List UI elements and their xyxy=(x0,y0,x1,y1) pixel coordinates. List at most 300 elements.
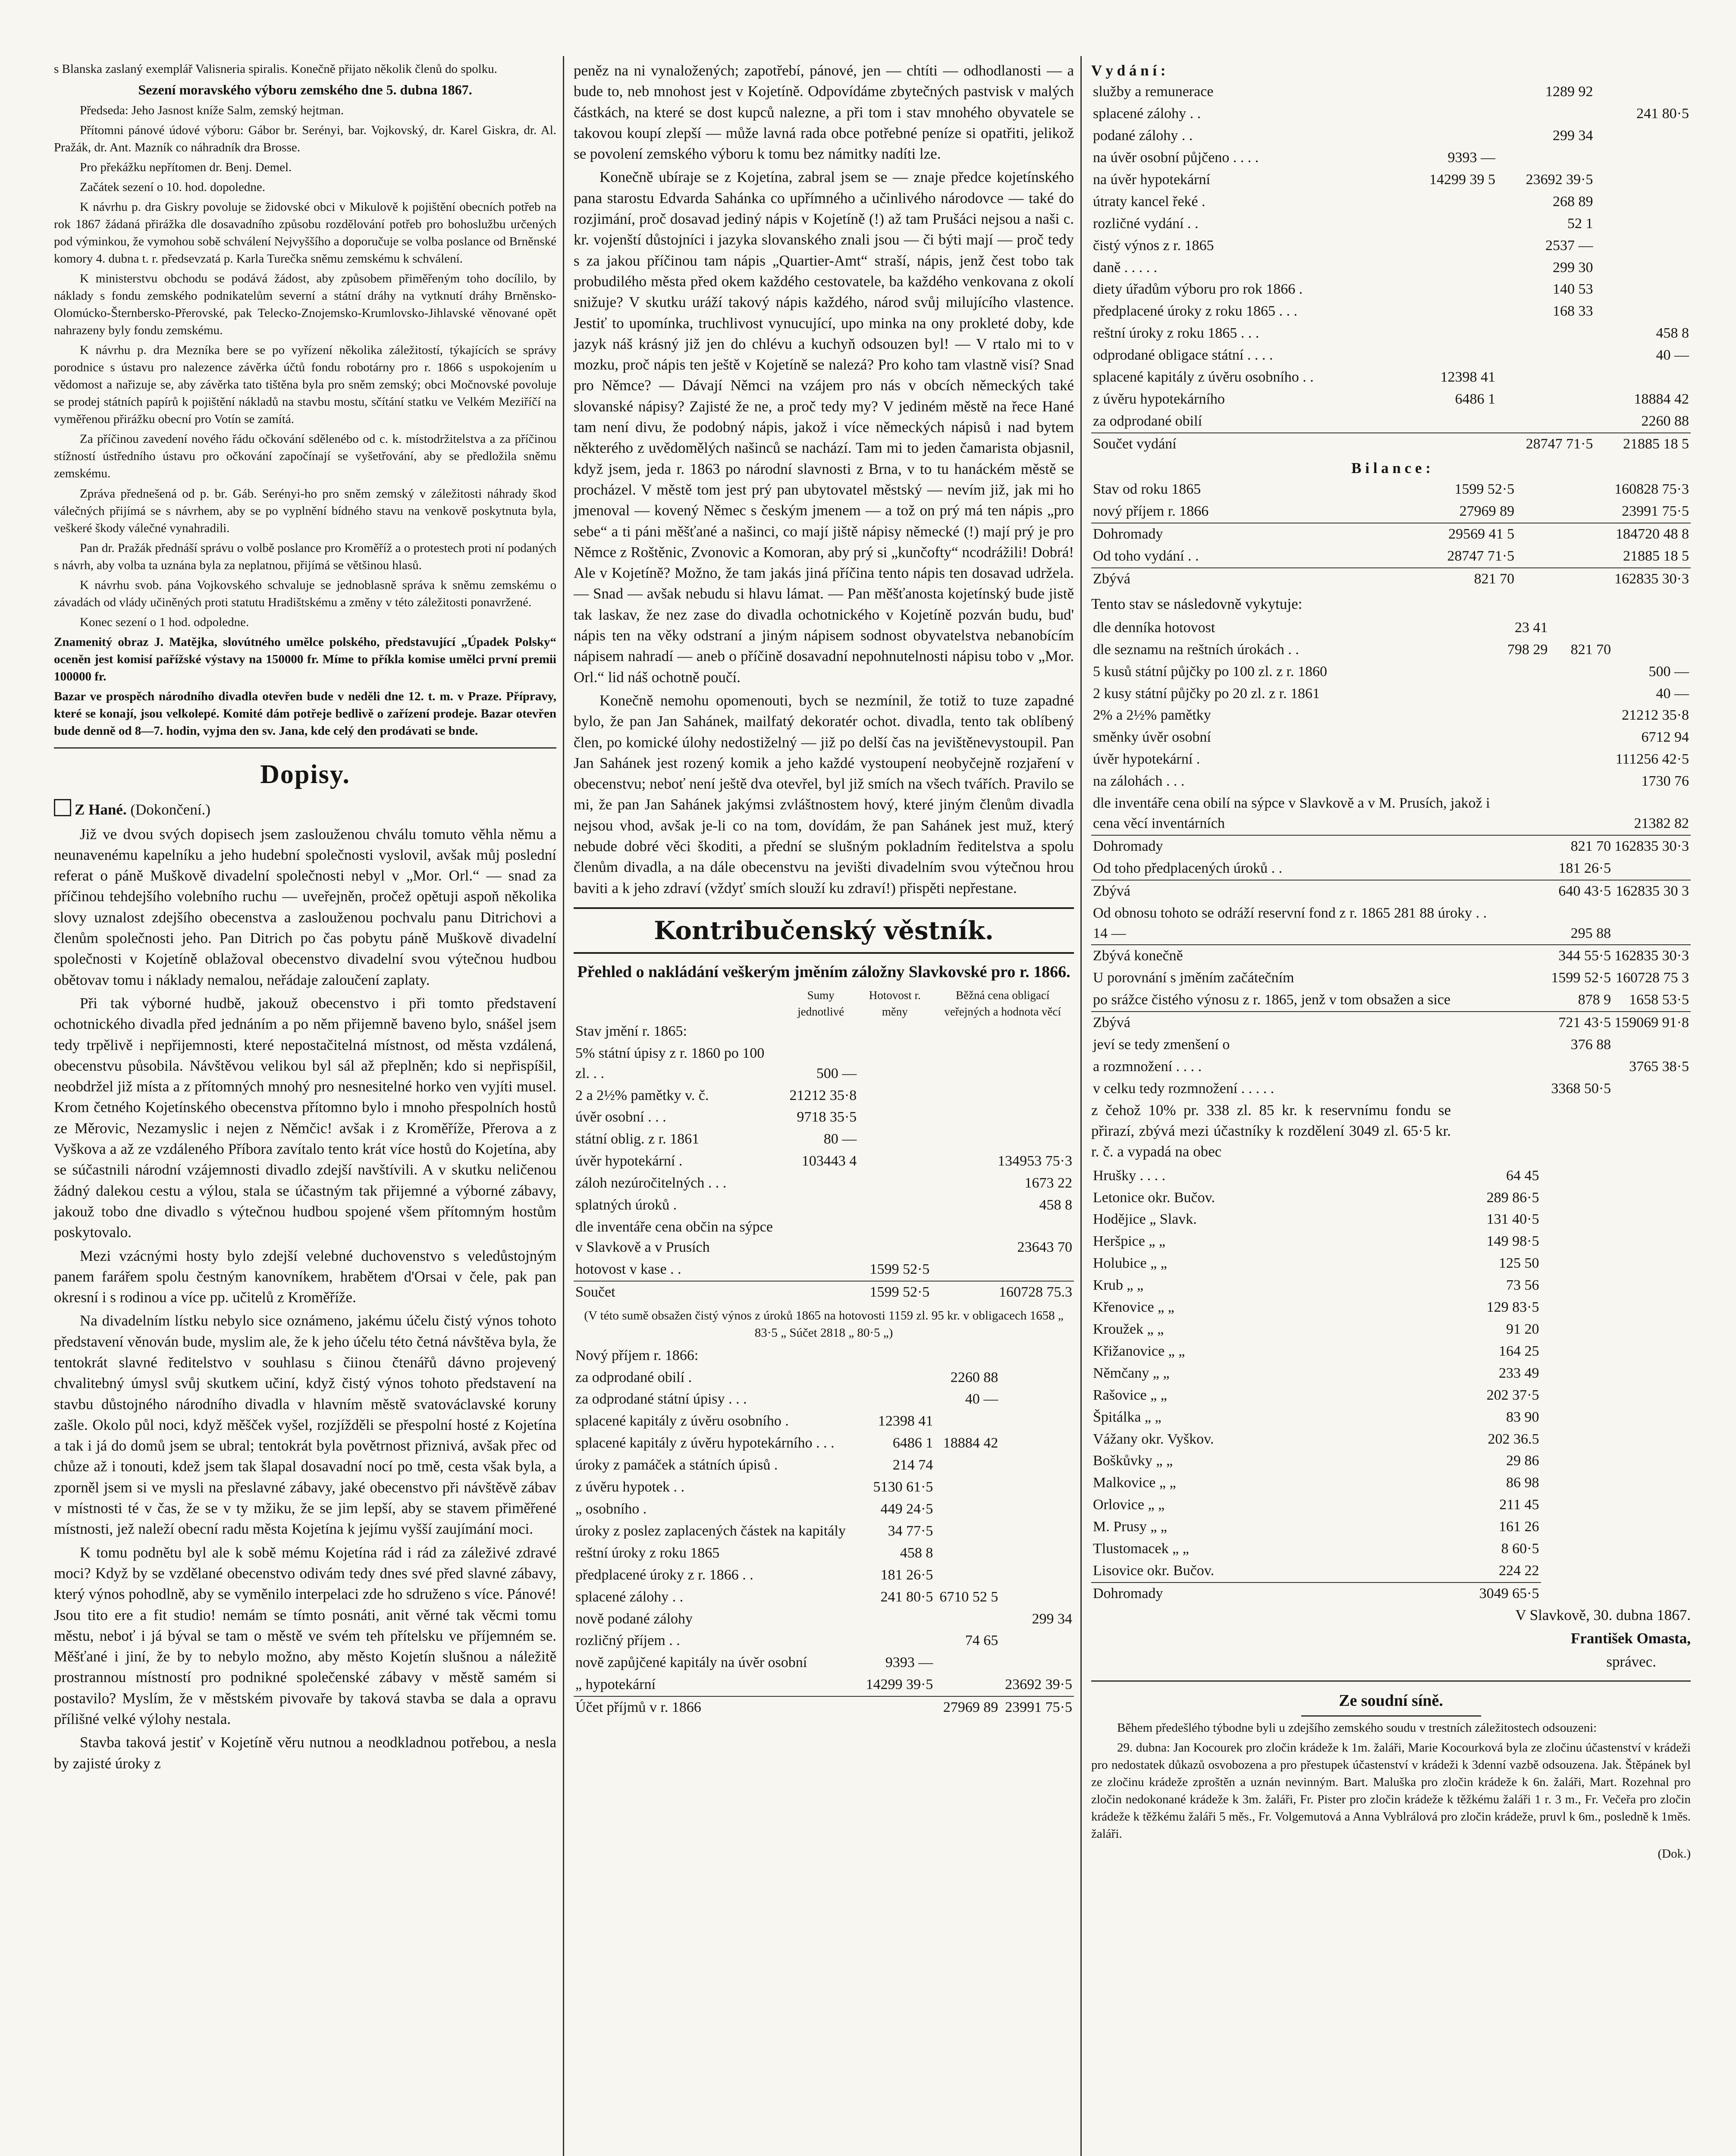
row-value xyxy=(1000,1498,1074,1520)
row-value: 73 56 xyxy=(1506,1277,1539,1294)
table-row xyxy=(574,1630,1074,1652)
row-value: 184720 48 8 xyxy=(1516,523,1691,545)
row-value xyxy=(1613,858,1691,880)
news-paragraph: K návrhu p. dra Mezníka bere se po vyřízení několika záležitostí, týkajících se správy porodnice s ústavu pro nalezence závěrka účtů fondu robotárny pro r. 1866 s uspokojením u vědomost a nařizuje se, aby závěrka tato tištěna byla pro sněm zemský; obci Močnovské povoluje se prodej státních papírů k pojištění nákladů na stavbu mostu, sčítání statku ve Velkém Meziříčí na vyměřenou přirážku obecní pro Votín se zamítá. xyxy=(54,343,556,426)
row-value: 162835 30·3 xyxy=(1613,835,1691,858)
row-label: úvěr osobní . . . xyxy=(575,1109,666,1125)
table-row xyxy=(1091,880,1691,903)
table-row xyxy=(574,1454,1074,1476)
table-row xyxy=(1091,1429,1541,1451)
table-row xyxy=(1091,1319,1541,1341)
row-label: Stav jmění r. 1865: xyxy=(575,1023,687,1039)
row-value: 1599 52·5 xyxy=(858,1281,931,1304)
row-value xyxy=(1401,103,1497,125)
kontribucensky-heading: Kontribučenský věstník. xyxy=(574,907,1074,954)
row-value xyxy=(1549,1056,1613,1078)
row-value xyxy=(1000,1476,1074,1498)
news-paragraph: Přítomni pánové údové výboru: Gábor br. Serényi, bar. Vojkovský, dr. Karel Giskra, dr. Al. Pražák, dr. Ant. Mazník co náhradník dra Brosse. xyxy=(54,123,556,155)
table-row xyxy=(1091,683,1691,705)
row-value xyxy=(1000,1630,1074,1652)
row-value: 3049 65·5 xyxy=(1390,1583,1541,1605)
row-value xyxy=(1506,835,1550,858)
row-value xyxy=(1506,880,1550,903)
row-value: 2537 — xyxy=(1545,237,1593,254)
row-value: 233 49 xyxy=(1499,1365,1539,1381)
column-2 xyxy=(574,60,1074,1719)
table-row xyxy=(1091,639,1691,661)
row-value: 289 86·5 xyxy=(1486,1189,1539,1206)
row-value: 161 26 xyxy=(1499,1519,1539,1535)
news-paragraph: Zpráva přednešená od p. br. Gáb. Serényi-ho pro sněm zemský v záležitosti náhrady škod válečných přijímá se s návrhem, aby se po vyplnění bídného stavu na venkově poskytnuta byla, veškeré škody válečné vynahradili. xyxy=(54,486,556,535)
row-value xyxy=(858,1043,931,1085)
row-value: 29569 41 5 xyxy=(1358,523,1516,545)
row-label: v celku tedy rozmnožení . . . . . xyxy=(1093,1080,1275,1097)
table-row xyxy=(1091,835,1691,858)
news-paragraph: Konec sezení o 1 hod. odpoledne. xyxy=(80,615,249,629)
row-value xyxy=(1000,1542,1074,1564)
table-row xyxy=(1091,235,1691,257)
row-value xyxy=(1506,793,1550,835)
row-value xyxy=(935,1476,1000,1498)
table-row xyxy=(1091,545,1691,568)
row-value xyxy=(935,1542,1000,1564)
table-row xyxy=(574,1696,1074,1719)
table-row xyxy=(1091,523,1691,545)
dopis-paragraph: Konečně ubíraje se z Kojetína, zabral jsem se — znaje předce kojetínského pana starostu Edvarda Sahánka co upřímného a učinlivého národovce — také do rozjimání, proč dosavad jediný nápis v Kojetíně (!) až tam Prušáci nejsou a naši c. kr. vojenští důstojníci i jazyka slovanského znali jsou — či býti mají — proč tedy s za jakou příčinou tam nápis „Quartier-Amt“ straší, nápis, jenž čest tobo tak probudilého města před okem každého cestovatele, ba každého venkovana z okolí snižuje? V skutku uráží takový nápis každého, národ svůj milujícího vlastence. Jestiť to upomínka, truchlivost vynucující, upo minka na ony prokleté doby, kde jazyk náš krásný již jen do chlévu a kuchyň odsouzen byl! — V rtalo mi to v mozku, proč nápis ten ještě v Kojetíně se nalezá? Pro koho tam vlastně visí? Snad pro Němce? — Dávají Němci na vzájem pro nás v obcích německých také slovanské nápisy? Zajisté že ne, a proč tedy my? V jediném městě na řece Hané tam není divu, že podobný nápis, jakož i více německých nápisů i nad bytem některého z uvědomělých našinců se nachází. Tam mi to jeden čamarista objasnil, když jsem, jeda r. 1863 po národní slavnosti z Brna, v to tu hanáckém městě se procházel. V městě tom jest prý pan ubytovatel městský — nevím již, jak mi ho jmenoval — kovený Němec s českým jmenem — a tož on prý má ten nápis „pro sebe“ a ti páni měšťané a našinci, co mají jiště nápisy německé (!) mají prý je pro Němce z Roštěnic, Zvonovic a Komoran, aby prý si „kunčofty“ ncodrážili! Dobrá! Ale v Kojetíně? Možno, že tam jakás jiná příčina tento nápis ten dosavad udržela. — Snad — avšak nebudu si hlavu lámat. — Pan měšťanosta kojetínský bude jistě tak laskav, že nez zase do divadla ochotnického v Kojetíně pozván budu, bud' nápis ten na věky odstraní a jiným nápisem sodnost obyvatelstva nebanobícím nápisem nahradí — aneb o příčině dosavadní nepohnutelnosti nápisu tobo v „Mor. Orl.“ lid náš ochotně poučí. xyxy=(574,169,1074,686)
row-value xyxy=(861,1367,935,1389)
row-value xyxy=(1506,1034,1550,1056)
table-row xyxy=(1091,1407,1541,1429)
row-label: úvěr hypotekární . xyxy=(575,1153,683,1169)
row-label: Dohromady xyxy=(1091,523,1358,545)
row-label: Tlustomacek „ „ xyxy=(1093,1541,1189,1557)
row-value: 299 34 xyxy=(1032,1611,1072,1627)
row-label: nově podané zálohy xyxy=(575,1611,693,1627)
row-value: 52 1 xyxy=(1567,215,1593,232)
row-value: 21212 35·8 xyxy=(1622,707,1689,724)
row-value xyxy=(1549,793,1613,835)
table-row xyxy=(574,1520,1074,1542)
table-row xyxy=(574,1021,1074,1043)
row-value: 821 70 xyxy=(1570,641,1611,658)
table-header-row xyxy=(574,987,1074,1021)
row-label: z úvěru hypotekárního xyxy=(1093,391,1225,407)
row-value xyxy=(858,1150,931,1172)
table-row xyxy=(1091,367,1691,389)
bilance-table xyxy=(1091,479,1691,590)
row-value xyxy=(858,1106,931,1128)
row-value: 168 33 xyxy=(1552,303,1593,320)
news-paragraph: Bazar ve prospěch národního divadla otevřen bude v neděli dne 12. t. m. v Praze. Přípravy, které se konají, jsou velkolepé. Komité dám potřeje bedlivě o zařízení prodeje. Bazar otevřen bude denně od 8—7. hodin, vyjma den sv. Jana, kde celý den prodávati se bnde. xyxy=(54,689,556,738)
row-value: 2260 88 xyxy=(950,1369,998,1385)
row-value xyxy=(1497,323,1595,345)
table-row xyxy=(1091,1583,1541,1605)
table-row xyxy=(1091,1034,1691,1056)
row-value xyxy=(1000,1345,1074,1367)
row-value: 134953 75·3 xyxy=(998,1153,1072,1169)
row-value: 721 43·5 xyxy=(1549,1012,1613,1034)
row-label: „ osobního . xyxy=(575,1501,647,1517)
section-heading: Sezení moravského výboru zemského dne 5. dubna 1867. xyxy=(138,82,472,98)
table-body xyxy=(1091,617,1691,1100)
row-label: hotovost v kase . . xyxy=(575,1261,681,1277)
row-label: Vážany okr. Vyškov. xyxy=(1093,1431,1214,1447)
row-value: 202 36.5 xyxy=(1488,1431,1539,1447)
row-value: 74 65 xyxy=(965,1633,998,1649)
dopisy-heading: Dopisy. xyxy=(260,759,350,789)
row-value: 29 86 xyxy=(1506,1453,1539,1469)
distrib-intro: z čehož 10% pr. 338 zl. 85 kr. k reservnímu fondu se přirazí, zbývá mezi účastníky k rozdělení 3049 zl. 65·5 kr. r. č. a vypadá na obec xyxy=(1091,1101,1451,1160)
row-label: Holubice „ „ xyxy=(1093,1255,1167,1272)
row-value xyxy=(1401,411,1497,433)
news-paragraph: K ministerstvu obchodu se podává žádost, aby způsobem přiměřeným toho docílilo, by náklady s fondu zemského podnikatelům severní a státní dráhy na vytknutí dráhy Brněnsko-Olomúcko-Šternbersko-Přerovské, pak Telecko-Znojemsko-Krumlovsko-Jihlavské věnované opět nahrazeny byly fondu zemskému. xyxy=(54,272,556,338)
row-value xyxy=(1595,191,1691,213)
row-value: 1658 53·5 xyxy=(1629,992,1689,1008)
row-value xyxy=(1595,235,1691,257)
row-label: Letonice okr. Bučov. xyxy=(1093,1189,1215,1206)
row-value: 23991 75·5 xyxy=(1000,1696,1074,1719)
row-value xyxy=(1497,147,1595,169)
row-value: 18884 42 xyxy=(1634,391,1689,407)
row-value xyxy=(783,1259,858,1281)
row-value xyxy=(1506,727,1550,749)
row-value: 83 90 xyxy=(1506,1409,1539,1425)
row-value xyxy=(935,1410,1000,1432)
row-value: 28747 71·5 xyxy=(1447,548,1515,564)
row-label: po srážce čistého výnosu z r. 1865, jenž v tom obsažen a sice xyxy=(1093,992,1450,1008)
row-value: 6486 1 xyxy=(1455,391,1495,407)
row-label: Špitálka „ „ xyxy=(1093,1409,1162,1425)
table-body xyxy=(1091,81,1691,455)
table-row xyxy=(574,1674,1074,1696)
row-value: 268 89 xyxy=(1552,193,1593,210)
row-value: 2260 88 xyxy=(1641,413,1689,429)
news-paragraph: s Blanska zaslaný exemplář Valisneria spiralis. Konečně přijato několik členů do spolku. xyxy=(54,62,497,76)
row-value: 9393 — xyxy=(885,1655,933,1671)
table-row xyxy=(574,1085,1074,1107)
row-value: 500 — xyxy=(1648,663,1689,680)
row-label: Účet příjmů v r. 1866 xyxy=(574,1696,861,1719)
row-value: 344 55·5 xyxy=(1549,945,1613,967)
row-value xyxy=(1000,1410,1074,1432)
row-value xyxy=(931,1043,1074,1085)
dopis-title: Z Hané. xyxy=(75,801,127,818)
row-value xyxy=(1549,749,1613,771)
court-paragraph: Během předešlého týbodne byli u zdejšího zemského soudu v trestních záležitostech odsouzeni: xyxy=(1117,1721,1597,1735)
table-body xyxy=(574,1345,1074,1719)
row-value: 1599 52·5 xyxy=(1551,970,1611,986)
row-label: Od toho vydání . . xyxy=(1093,548,1199,564)
prijmy-table xyxy=(574,987,1074,1303)
row-value: 111256 42·5 xyxy=(1615,751,1689,768)
row-value: 40 — xyxy=(965,1391,998,1407)
row-label: Od obnosu tohoto se odráží reservní fond z r. 1865 281 88 úroky . . 14 — xyxy=(1093,905,1487,941)
row-value xyxy=(935,1608,1000,1630)
table-row xyxy=(1091,169,1691,191)
table-row xyxy=(1091,1297,1541,1319)
row-value: 1673 22 xyxy=(1024,1175,1072,1191)
row-label: na zálohách . . . xyxy=(1093,773,1185,790)
row-label: úroky z poslez zaplacených částek na kapitály xyxy=(575,1523,846,1539)
row-value xyxy=(861,1345,935,1367)
dopis-paragraph: Mezi vzácnými hosty bylo zdejší velebné duchovenstvo s veledůstojným panem farářem spolu čestným kanovníkem, hrabětem d'Orsai v čele, pak pan okresní i s rodinou a více pp. učitelů z Kroměříže. xyxy=(54,1247,556,1306)
row-label: Němčany „ „ xyxy=(1093,1365,1170,1381)
row-label: Rašovice „ „ xyxy=(1093,1387,1167,1403)
row-label: 2 kusy státní půjčky po 20 zl. z r. 1861 xyxy=(1093,685,1320,702)
row-value xyxy=(1506,1012,1550,1034)
row-value xyxy=(931,1021,1074,1043)
court-paragraph: (Dok.) xyxy=(1658,1847,1691,1861)
row-value: 9393 — xyxy=(1447,150,1495,166)
table-row xyxy=(574,1388,1074,1410)
table-row xyxy=(1091,1275,1541,1297)
table-row xyxy=(1091,1231,1541,1253)
row-value xyxy=(1613,1034,1691,1056)
row-value: 458 8 xyxy=(1039,1197,1072,1213)
news-paragraph: Znamenitý obraz J. Matějka, slovútného umělce polského, představující „Úpadek Polsky“ oceněn jest komisí pařížské výstavy na 150000 fr. Míme to příkla komise umělci první premii 100000 fr. xyxy=(54,635,556,683)
row-value xyxy=(1000,1586,1074,1608)
row-value: 23692 39·5 xyxy=(1005,1677,1072,1693)
row-label: Křenovice „ „ xyxy=(1093,1299,1174,1316)
table-row xyxy=(1091,323,1691,345)
row-value: 211 45 xyxy=(1499,1497,1539,1513)
row-value xyxy=(1506,683,1550,705)
row-value: 299 30 xyxy=(1552,259,1593,276)
row-value: 299 34 xyxy=(1552,128,1593,144)
dopis-note: (Dokončení.) xyxy=(130,801,210,818)
table-row xyxy=(1091,1472,1541,1494)
row-value: 241 80·5 xyxy=(880,1589,933,1605)
table-row xyxy=(1091,345,1691,367)
row-value: 91 20 xyxy=(1506,1321,1539,1337)
row-value xyxy=(1000,1388,1074,1410)
row-label: Zbývá xyxy=(1091,880,1506,903)
row-value xyxy=(858,1128,931,1150)
table-row xyxy=(1091,1450,1541,1472)
row-value: 23991 75·5 xyxy=(1622,503,1689,519)
table-row xyxy=(1091,501,1691,523)
row-value: 27969 89 xyxy=(1459,503,1515,519)
row-label: Dohromady xyxy=(1091,1583,1390,1605)
signature: František Omasta, xyxy=(1570,1630,1691,1647)
row-label: Křižanovice „ „ xyxy=(1093,1343,1185,1359)
row-value xyxy=(1401,279,1497,301)
row-value xyxy=(1497,389,1595,411)
row-value: 160728 75.3 xyxy=(931,1281,1074,1304)
row-label: splacené zálohy . . xyxy=(1093,106,1201,122)
row-value xyxy=(783,1021,858,1043)
row-label: diety úřadům výboru pro rok 1866 . xyxy=(1093,281,1303,298)
row-value: 14299 39·5 xyxy=(866,1677,933,1693)
row-label: Součet xyxy=(574,1281,783,1304)
row-label: 5 kusů státní půjčky po 100 zl. z r. 1860 xyxy=(1093,663,1328,680)
row-value xyxy=(935,1674,1000,1696)
row-value: 160728 75 3 xyxy=(1616,970,1689,986)
table-row xyxy=(1091,1516,1541,1538)
row-value xyxy=(1497,411,1595,433)
row-label: za odprodané státní úpisy . . . xyxy=(575,1391,747,1407)
row-label: splatných úroků . xyxy=(575,1197,677,1213)
row-value: 140 53 xyxy=(1552,281,1593,298)
row-value xyxy=(858,1021,931,1043)
row-value xyxy=(861,1696,935,1719)
table-header: Sumy jednotlivé xyxy=(797,989,844,1018)
row-label: splacené kapitály z úvěru osobního . xyxy=(575,1413,789,1429)
row-value xyxy=(931,1106,1074,1128)
row-value: 23692 39·5 xyxy=(1526,171,1593,188)
table-row xyxy=(1091,479,1691,501)
table-row xyxy=(1091,125,1691,147)
row-value: 23643 70 xyxy=(1017,1239,1072,1255)
row-value: 12398 41 xyxy=(1440,369,1495,385)
table-header: Hotovost r. měny xyxy=(869,989,921,1018)
dopis-paragraph: K tomu podnětu byl ale k sobě mému Kojetína rád i rád za záleživé zdravé moci? Když by se vzdělané obecenstvo odivám tedy dnes své před slavné zábavy, který výnos pohodlně, aby se vyměnilo interpelaci zde ho sdruženo s více. Pánové! Jsou tito ere a fit studio! nemám se tímto posnáti, anit věrné tak věcmi tomu městu, neboť i já býval se tam o městě ve svém teh přítelsku ve příjemném se. Měšťané i jiní, že by to nebylo možno, aby město Kojetín slušnou a náležitě prostrannou místností pro podnikné společenské zábavy v městě samém si postavilo? Myslím, že v městském pivovaře by taková stavba se dala a opravu přílišné velké výlohy nestala. xyxy=(54,1544,556,1728)
header-empty xyxy=(574,987,783,1021)
table-row xyxy=(1091,793,1691,835)
row-value xyxy=(1000,1454,1074,1476)
row-label: Kroužek „ „ xyxy=(1093,1321,1164,1337)
row-value: 5130 61·5 xyxy=(873,1479,933,1495)
row-value: 125 50 xyxy=(1499,1255,1539,1272)
row-value: 14299 39 5 xyxy=(1429,171,1495,188)
row-value xyxy=(858,1194,931,1216)
table-row xyxy=(1091,1253,1541,1275)
table-row xyxy=(574,1172,1074,1194)
table-row xyxy=(1091,191,1691,213)
row-value xyxy=(783,1281,858,1304)
table-row xyxy=(574,1586,1074,1608)
row-label: Zbývá konečně xyxy=(1091,945,1506,967)
table-note: (V této sumě obsažen čistý výnos z úroků 1865 na hotovosti 1159 zl. 95 kr. v obligacech 1658 „ 83·5 „ Súčet 2818 „ 80·5 „) xyxy=(584,1308,1064,1340)
dopis-paragraph: Na divadelním lístku nebylo sice oznámeno, jakému účelu čistý výnos tohoto představení věnován bude, myslim ale, že k jeho účelu této četná návštěva byla, že tentokrát slavné ředitelstvo v souhlasu s čiinou čtenářů dávno projevený chvalitebný úmysl svůj skutkem učiní, když čistý výnos tohoto představení na stavbu důstojného národního divadla v hlavním městě svatováclavské koruny zašle. Okolo půl noci, když měšček vyšel, rozjížděli se přespolní hosté z Kojetína a tak i já do domů jsem se ubral; tentokrát byla povětrnost přiznivá, avšak přec od chůze až i tonouti, kdež jsem tak šlapal dosavadní nocí po tmě, cesta však byla, a zporněl jsem si ve mysli na přeslavné zábavy, jaké obecenstvo při návštěvě zábav v místnosti té v čas, že se v ty mžiku, že se jim lepší, aby se stavem přiměřené místnosti, jež naleží obecní radu města Kojetína k jejímu vyšší zaujímání moci. xyxy=(54,1312,556,1538)
row-value: 214 74 xyxy=(892,1457,933,1473)
table-row xyxy=(574,1043,1074,1085)
row-label: Dohromady xyxy=(1091,835,1506,858)
row-value: 640 43·5 xyxy=(1549,880,1613,903)
row-value: 1289 92 xyxy=(1545,84,1593,100)
novy-prijem-table xyxy=(574,1345,1074,1719)
row-value xyxy=(1549,771,1613,793)
row-value: 458 8 xyxy=(1656,325,1689,342)
table-row xyxy=(1091,1385,1541,1407)
row-label: Nový příjem r. 1866: xyxy=(575,1347,699,1363)
row-value xyxy=(858,1085,931,1107)
row-value xyxy=(1000,1652,1074,1674)
row-value: 202 37·5 xyxy=(1486,1387,1539,1403)
row-value: 162835 30 3 xyxy=(1613,880,1691,903)
row-value: 40 — xyxy=(1656,347,1689,364)
row-label: služby a remunerace xyxy=(1093,84,1214,100)
row-value xyxy=(1401,191,1497,213)
row-value xyxy=(1506,749,1550,771)
row-value: 6712 94 xyxy=(1641,729,1689,746)
row-value: 159069 91·8 xyxy=(1613,1012,1691,1034)
row-value xyxy=(935,1345,1000,1367)
row-label: za odprodané obilí . xyxy=(575,1369,692,1385)
row-value xyxy=(1000,1520,1074,1542)
table-row xyxy=(1091,301,1691,323)
row-value: 21212 35·8 xyxy=(789,1087,857,1103)
row-value xyxy=(861,1388,935,1410)
dopis-paragraph: Již ve dvou svých dopisech jsem zaslouženou chválu tomuto věhla němu a neunavenému kapelníku a jeho hudební společnosti vyslovil, avšak můj poslední referat o páně Muškově divadelní společnosti nebyl v „Mor. Orl.“ — snad za příčinou tehdejšího volebního ruchu — uveřejněn, pročež opětuji aspoň několika slovy uznalost zdejšího obecenstva a zaslouženou pochvalu panu Ditrichovi a členům společnosti jeho. Pan Ditrich po čas pobytu páně Muškově divadelní společnosti v Kojetíně oblažoval obecenstvo divadelní svou výtečnou hudbou obětovav tomu i náklady nemalou, neřádaje zaloučení zaplaty. xyxy=(54,825,556,988)
news-paragraph: Pan dr. Pražák přednáší správu o volbě poslance pro Kroměříž a o protestech proti ní podaných s návrh, aby volba ta uznána byla za neplatnou, přijímá se většinou hlasů. xyxy=(54,541,556,572)
obce-table xyxy=(1091,1165,1541,1605)
row-value: 798 29 xyxy=(1507,641,1548,658)
table-row xyxy=(1091,967,1691,989)
row-value: 64 45 xyxy=(1506,1167,1539,1184)
table-row xyxy=(574,1564,1074,1586)
row-value: 241 80·5 xyxy=(1636,106,1689,122)
row-value xyxy=(1401,301,1497,323)
column-rule-2 xyxy=(1080,56,1082,2156)
dopis-paragraph: peněz na ni vynaložených; zapotřebí, pánové, jen — chtíti — odhodlanosti — a bude to, neb mnohost jest v Kojetíně. Odpovídáme zbytečných pastvisk v malých částkách, na které se dost kupců nalezne, a při tom i stav mnohého obyvatele se takovou koupí zlepší — může lavná rada obce potřebné peníze si opatřiti, jelikož se povolení zemského výboru k tomu bez námitky nadíti lze. xyxy=(574,62,1074,163)
row-label: splacené zálohy . . xyxy=(575,1589,684,1605)
table-body xyxy=(1091,479,1691,590)
row-value: 6486 1 xyxy=(892,1435,933,1451)
row-value xyxy=(931,1259,1074,1281)
row-value xyxy=(1613,639,1691,661)
table-row xyxy=(1091,1363,1541,1385)
row-label: dle inventáře cena občin na sýpce v Slavkově a v Prusích xyxy=(575,1219,773,1255)
row-value xyxy=(1595,81,1691,103)
row-value xyxy=(935,1652,1000,1674)
row-value xyxy=(931,1085,1074,1107)
row-label: úvěr hypotekární . xyxy=(1093,751,1200,768)
column-1 xyxy=(54,60,556,1777)
news-paragraph: Začátek sezení o 10. hod. dopoledne. xyxy=(80,180,266,194)
row-value xyxy=(1549,705,1613,727)
table-row xyxy=(1091,661,1691,683)
row-label: Hodějice „ Slavk. xyxy=(1093,1211,1197,1228)
row-label: útraty kancel řeké . xyxy=(1093,193,1205,210)
row-label: „ hypotekární xyxy=(575,1677,656,1693)
table-row xyxy=(1091,103,1691,125)
row-value: 8 60·5 xyxy=(1501,1541,1539,1557)
row-label: Zbývá xyxy=(1091,1012,1506,1034)
row-value xyxy=(931,1128,1074,1150)
row-value: 149 98·5 xyxy=(1486,1233,1539,1250)
vydani-title: V y d á n í : xyxy=(1091,62,1166,79)
row-value xyxy=(1497,345,1595,367)
row-value xyxy=(1549,683,1613,705)
row-label: Zbývá xyxy=(1091,568,1358,590)
row-value: 21885 18 5 xyxy=(1595,433,1691,455)
stav-table xyxy=(1091,617,1691,1100)
row-value: 23 41 xyxy=(1514,619,1548,636)
divider xyxy=(1091,1680,1691,1682)
table-subtitle: Přehled o nakládání veškerým jměním záložny Slavkovské pro r. 1866. xyxy=(577,962,1070,981)
row-label: Hrušky . . . . xyxy=(1093,1167,1166,1184)
row-label: Heršpice „ „ xyxy=(1093,1233,1166,1250)
row-label: odprodané obligace státní . . . . xyxy=(1093,347,1273,364)
row-value xyxy=(1497,103,1595,125)
row-label: Krub „ „ xyxy=(1093,1277,1144,1294)
row-label: rozličný příjem . . xyxy=(575,1633,680,1649)
row-label: splacené kapitály z úvěru osobního . . xyxy=(1093,369,1314,385)
divider xyxy=(54,747,556,749)
row-value xyxy=(1506,945,1550,967)
row-value: 500 — xyxy=(816,1065,857,1081)
place-date: V Slavkově, 30. dubna 1867. xyxy=(1515,1606,1691,1623)
row-value: 295 88 xyxy=(1570,925,1611,941)
table-row xyxy=(1091,1494,1541,1516)
row-value xyxy=(1506,903,1550,945)
table-row xyxy=(574,1367,1074,1389)
table-row xyxy=(1091,1560,1541,1583)
row-value: 181 26·5 xyxy=(1558,860,1611,876)
row-label: čistý výnos z r. 1865 xyxy=(1093,237,1214,254)
row-label: Stav od roku 1865 xyxy=(1093,481,1201,497)
